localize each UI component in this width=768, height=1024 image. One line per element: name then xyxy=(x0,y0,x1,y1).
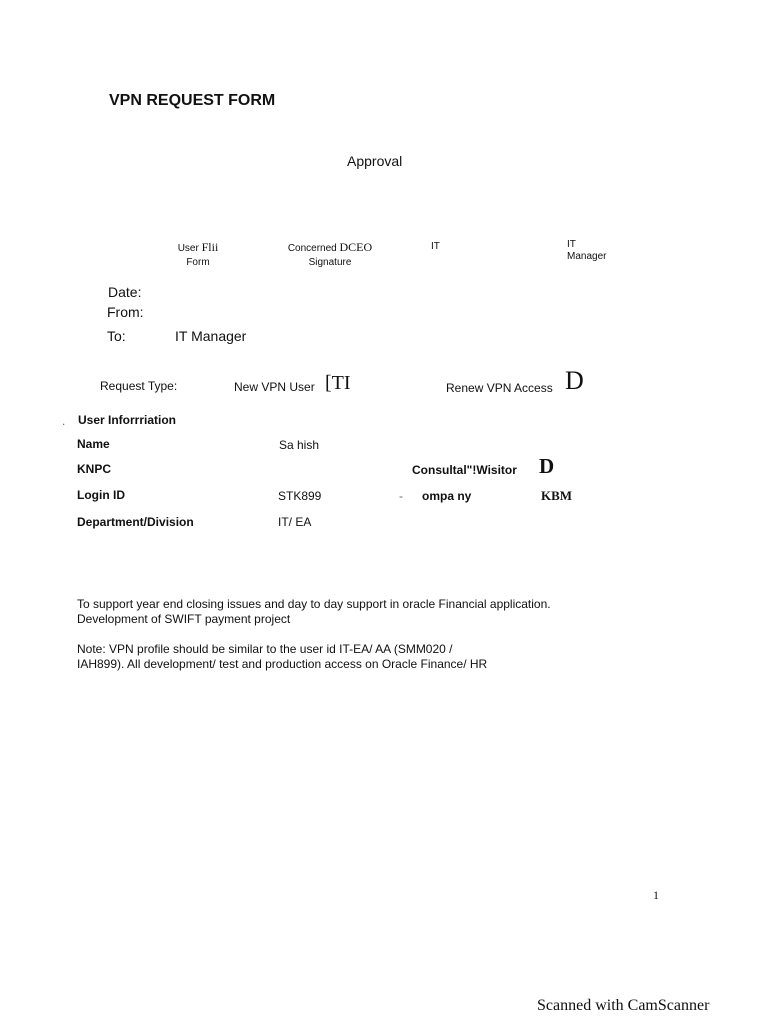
department-value: IT/ EA xyxy=(278,515,312,529)
note-line: IAH899). All development/ test and production access on Oracle Finance/ HR xyxy=(77,657,488,671)
name-value: Sa hish xyxy=(279,438,320,452)
to-value: IT Manager xyxy=(175,328,247,344)
scan-dot: . xyxy=(62,414,66,428)
signature-it xyxy=(431,240,440,254)
signature-it-manager xyxy=(567,239,606,263)
company-value: KBM xyxy=(541,488,573,503)
scan-dot: - xyxy=(399,489,403,503)
login-id-label: Login ID xyxy=(77,488,125,502)
purpose-line: To support year end closing issues and day to day support in oracle Financial application. xyxy=(77,597,551,611)
signature-prefix: IT xyxy=(567,239,576,250)
camscanner-watermark: Scanned with CamScanner xyxy=(537,997,710,1014)
purpose-text xyxy=(77,597,697,627)
company-label: ompa ny xyxy=(422,489,472,503)
signature-prefix: User xyxy=(177,243,199,254)
signature-name: DCEO xyxy=(339,240,373,254)
department-label: Department/Division xyxy=(77,515,194,529)
signature-prefix: IT xyxy=(431,241,440,252)
knpc-label: KNPC xyxy=(77,462,112,476)
from-label: From: xyxy=(107,304,144,320)
login-id-value: STK899 xyxy=(278,489,322,503)
consultant-visitor-checkbox[interactable]: D xyxy=(539,454,555,478)
signature-prefix: Concerned xyxy=(287,243,337,254)
signature-dceo xyxy=(284,240,376,270)
note-line: Note: VPN profile should be similar to the user id IT-EA/ AA (SMM020 / xyxy=(77,642,453,656)
date-label: Date: xyxy=(108,284,142,300)
new-vpn-user-checkbox[interactable]: [TI xyxy=(325,372,351,394)
form-title: VPN REQUEST FORM xyxy=(109,92,276,109)
to-label: To: xyxy=(107,328,126,344)
name-label: Name xyxy=(77,437,110,451)
signature-sub: Signature xyxy=(308,257,352,268)
approval-heading: Approval xyxy=(347,153,403,169)
purpose-line: Development of SWIFT payment project xyxy=(77,612,291,626)
signature-sub: Form xyxy=(186,257,210,268)
new-vpn-user-label: New VPN User xyxy=(234,380,315,394)
signature-name: Flii xyxy=(201,240,219,254)
renew-vpn-access-label: Renew VPN Access xyxy=(446,381,553,395)
page-number: 1 xyxy=(653,888,659,902)
request-type-label: Request Type: xyxy=(100,379,178,393)
note-text xyxy=(77,642,697,672)
signature-user-form xyxy=(168,240,228,270)
renew-vpn-access-checkbox[interactable]: D xyxy=(565,366,584,395)
consultant-visitor-label: Consultal"!Wisitor xyxy=(412,463,517,477)
user-info-heading: User Inforrriation xyxy=(78,413,177,427)
signature-sub: Manager xyxy=(567,251,607,262)
